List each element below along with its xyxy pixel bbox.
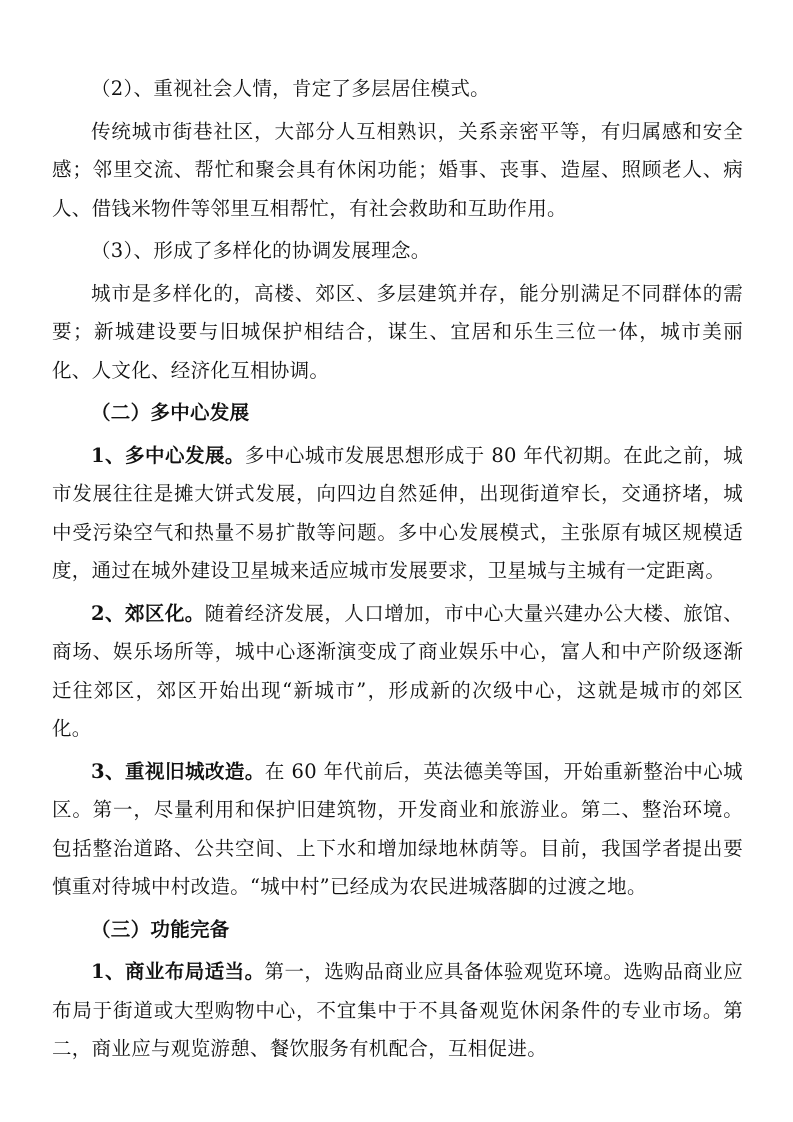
paragraph-lead: 2、郊区化。 — [91, 601, 205, 625]
subheading-3: （3）、形成了多样化的协调发展理念。 — [91, 239, 431, 262]
section-heading-functions: （三）功能完备 — [91, 917, 230, 941]
paragraph-body: 随着经济发展，人口增加，市中心大量兴建办公大楼、旅馆、商场、娱乐场所等，城中心逐渐演变成了商业娱乐中心，富人和中产阶级逐渐迁往郊区，郊区开始出现“新城市”，形成新的次级中心，这就是城市的郊区化。 — [52, 601, 743, 740]
paragraph-multicenter — [52, 437, 743, 591]
paragraph-body: 在 60 年代前后，英法德美等国，开始重新整治中心城区。第一，尽量利用和保护旧建筑物，开发商业和旅游业。第二、整治环境。包括整治道路、公共空间、上下水和增加绿地林荫等。目前，我国学者提出要慎重对待城中村改造。“城中村”已经成为农民进城落脚的过渡之地。 — [52, 759, 743, 898]
paragraph-lead: 1、商业布局适当。 — [91, 960, 265, 983]
paragraph-social-relations: 传统城市街巷社区，大部分人互相熟识，关系亲密平等，有归属感和安全感；邻里交流、帮忙和聚会具有休闲功能；婚事、丧事、造屋、照顾老人、病人、借钱米物件等邻里互相帮忙，有社会救助和互助作用。 — [52, 119, 743, 220]
paragraph-suburbanization — [52, 595, 743, 749]
paragraph-body: 多中心城市发展思想形成于 80 年代初期。在此之前，城市发展往往是摊大饼式发展，向四边自然延伸，出现街道窄长，交通挤堵，城中受污染空气和热量不易扩散等问题。多中心发展模式，主张原有城区规模适度，通过在城外建设卫星城来适应城市发展要求，卫星城与主城有一定距离。 — [52, 443, 744, 582]
paragraph-diversity: 城市是多样化的，高楼、郊区、多层建筑并存，能分别满足不同群体的需要；新城建设要与旧城保护相结合，谋生、宜居和乐生三位一体，城市美丽化、人文化、经济化互相协调。 — [52, 281, 743, 382]
section-heading-multicenter: （二）多中心发展 — [91, 401, 250, 424]
paragraph-lead: 1、多中心发展。 — [91, 443, 245, 467]
paragraph-commerce-layout — [52, 953, 743, 1069]
paragraph-body: 第一，选购品商业应具备体验观览环境。选购品商业应布局于街道或大型购物中心，不宜集中于不具备观览休闲条件的专业市场。第二，商业应与观览游憩、餐饮服务有机配合，互相促进。 — [52, 960, 743, 1060]
subheading-2: （2）、重视社会人情，肯定了多层居住模式。 — [91, 77, 490, 100]
paragraph-lead: 3、重视旧城改造。 — [91, 759, 265, 783]
paragraph-old-city-renewal — [52, 753, 743, 907]
